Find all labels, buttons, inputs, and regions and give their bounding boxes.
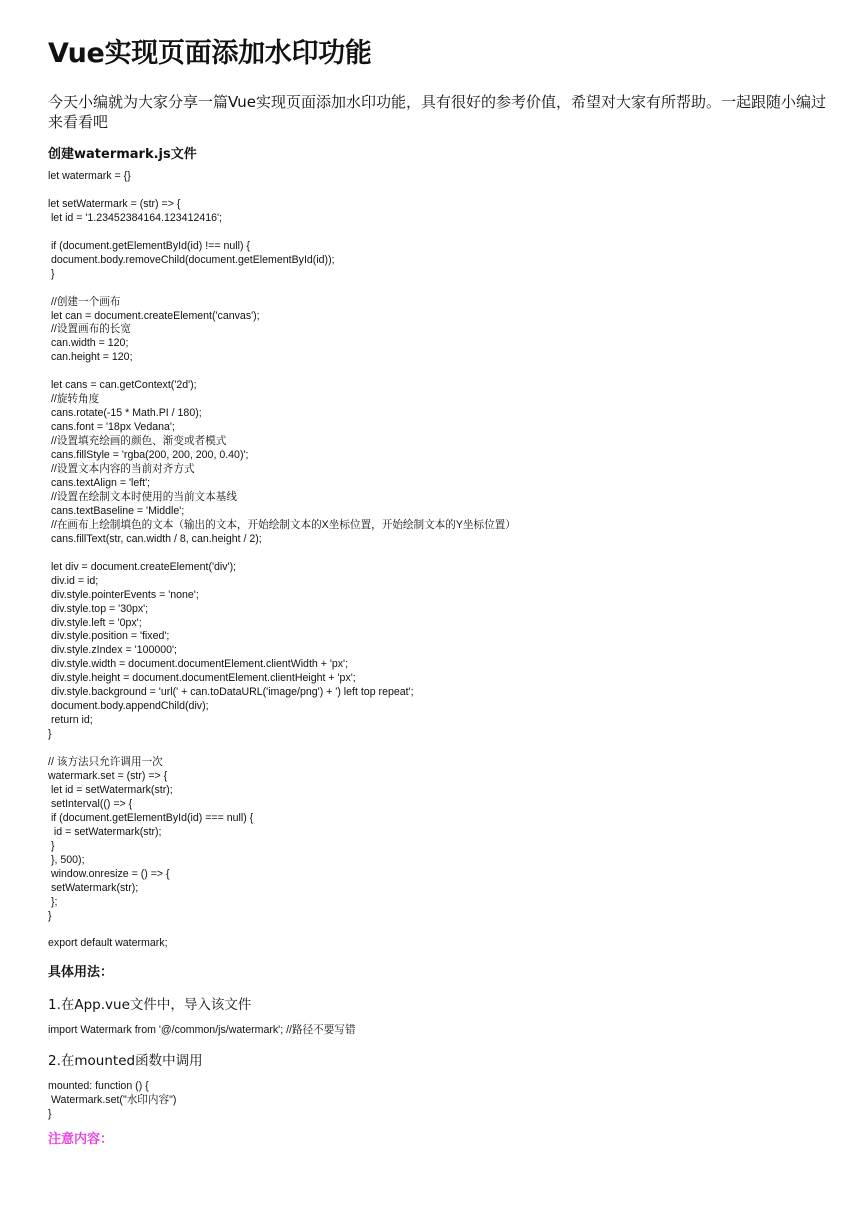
section-heading-usage: 具体用法： <box>48 965 114 981</box>
code-block-watermark-js: let watermark = {} let setWatermark = (str) => { let id = '1.23452384164.123412416'; if (document.getElementById(id) !== null) { document.body.removeChild(document.getElementById(id)); } //创建一个画布 let can = document.createElement('canvas'); //设置画布的长宽 can.width = 120; can.height = 120; let cans = can.getContext('2d'); //旋转角度 cans.rotate(-15 * Math.PI / 180); cans.font = '18px Vedana'; //设置填充绘画的颜色、渐变或者模式 cans.fillStyle = 'rgba(200, 200, 200, 0.40)'; //设置文本内容的当前对齐方式 cans.textAlign = 'left'; //设置在绘制文本时使用的当前文本基线 cans.textBaseline = 'Middle'; //在画布上绘制填色的文本（输出的文本，开始绘制文本的X坐标位置，开始绘制文本的Y坐标位置） cans.fillText(str, can.width / 8, can.height / 2); let div = document.createElement('div'); div.id = id; div.style.pointerEvents = 'none'; div.style.top = '30px'; div.style.left = '0px'; div.style.position = 'fixed'; div.style.zIndex = '100000'; div.style.width = document.documentElement.clientWidth + 'px'; div.style.height = document.documentElement.clientHeight + 'px'; div.style.background = 'url(' + can.toDataURL('image/png') + ') left top repeat'; document.body.appendChild(div); return id; } // 该方法只允许调用一次 watermark.set = (str) => { let id = setWatermark(str); setInterval(() => { if (document.getElementById(id) === null) { id = setWatermark(str); } }, 500); window.onresize = () => { setWatermark(str); }; } export default watermark; <box>48 170 516 950</box>
step-2-text: 2.在mounted函数中调用 <box>48 1053 203 1070</box>
article <box>48 36 838 1149</box>
note-heading: 注意内容： <box>48 1132 114 1148</box>
intro-paragraph: 今天小编就为大家分享一篇Vue实现页面添加水印功能，具有很好的参考价值，希望对大家有所帮助。一起跟随小编过来看看吧 <box>48 93 826 131</box>
page-title: Vue实现页面添加水印功能 <box>48 38 372 69</box>
code-block-import: import Watermark from '@/common/js/watermark'; //路径不要写错 <box>48 1024 356 1037</box>
step-1-text: 1.在App.vue文件中，导入该文件 <box>48 997 252 1014</box>
code-block-mounted: mounted: function () { Watermark.set("水印内容") } <box>48 1080 177 1121</box>
section-heading-create-file: 创建watermark.js文件 <box>48 147 197 162</box>
